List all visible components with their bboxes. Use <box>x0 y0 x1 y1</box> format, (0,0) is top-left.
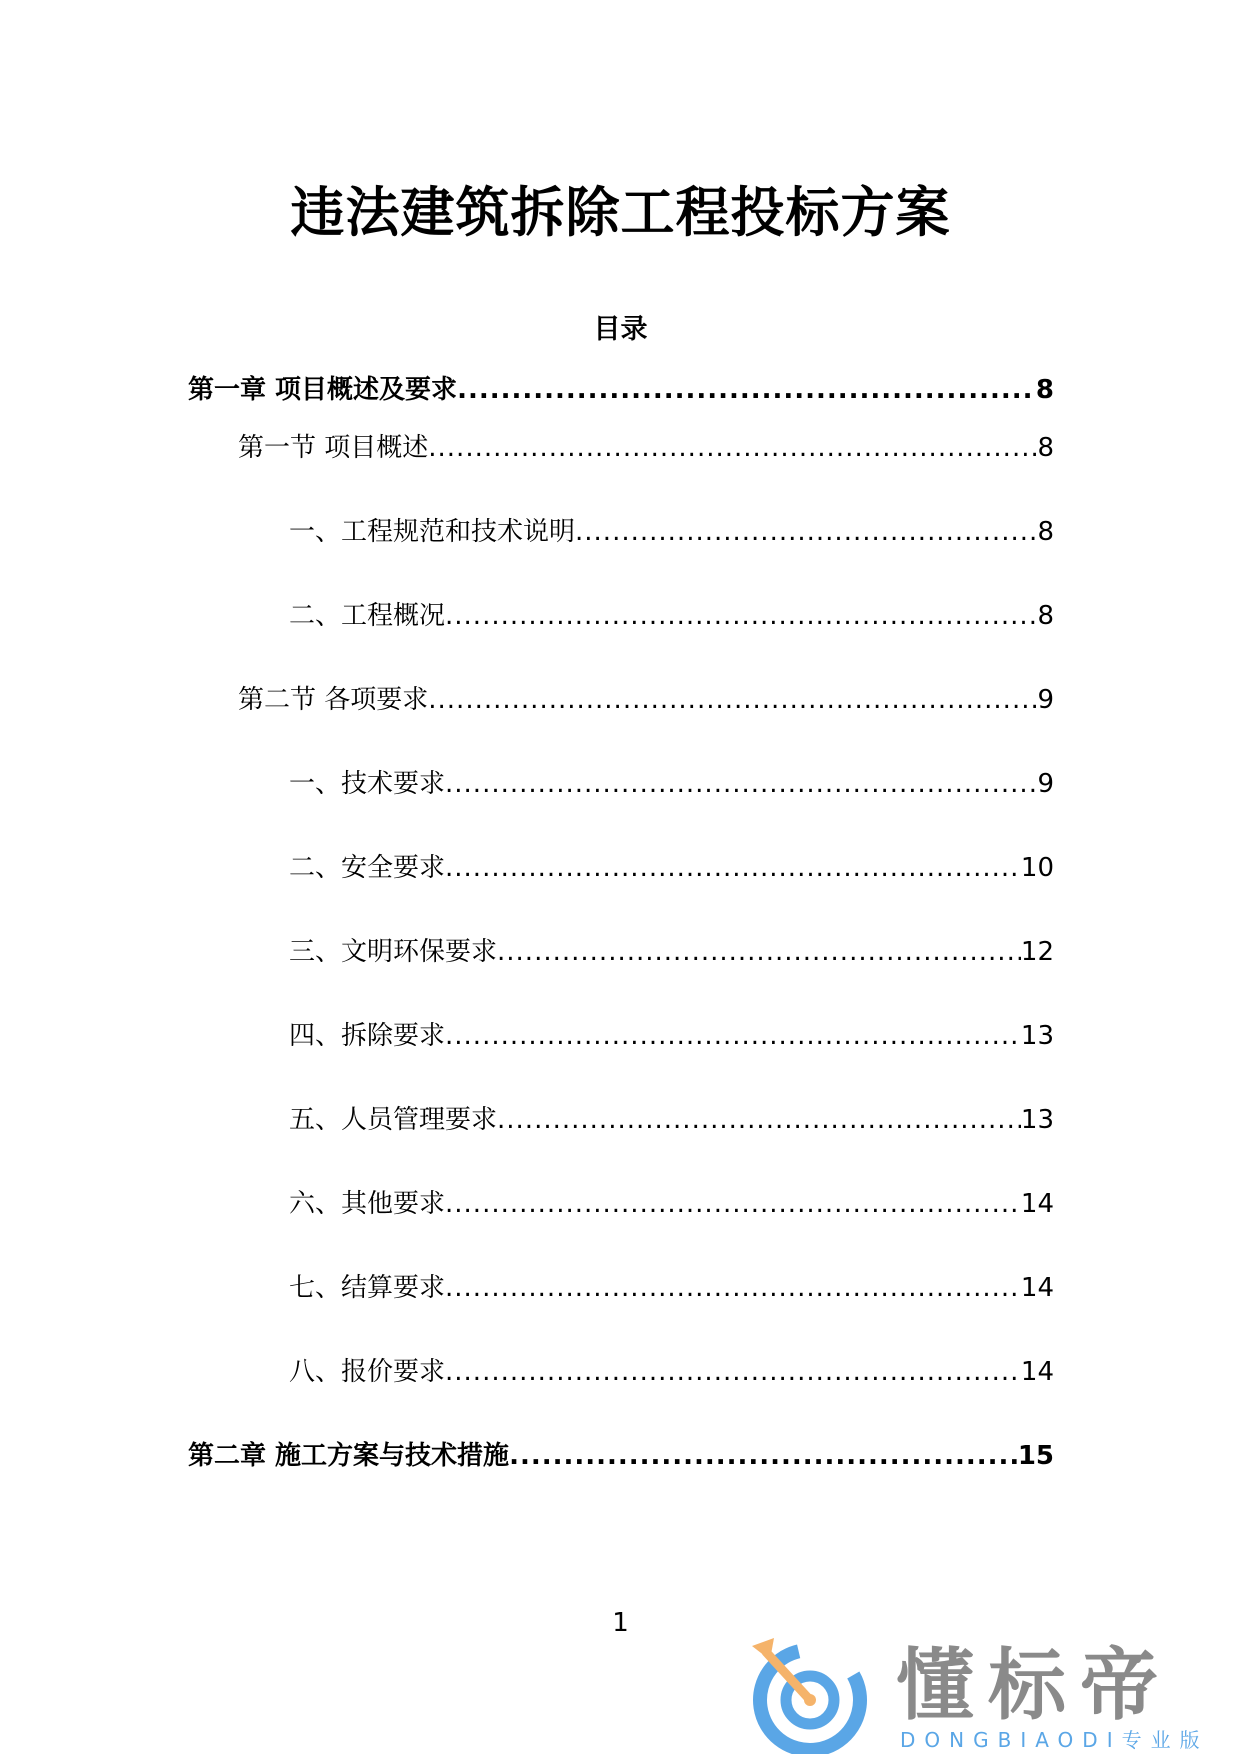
toc-entry-label: 第一章 项目概述及要求 <box>188 375 458 405</box>
toc-entry[interactable] <box>188 1414 1054 1498</box>
toc-entry-label: 七、结算要求 <box>289 1273 446 1303</box>
toc-leader-dots <box>445 768 1037 800</box>
toc-entry[interactable] <box>188 742 1054 826</box>
toc-entry-label: 八、报价要求 <box>289 1357 446 1387</box>
toc-entry-label: 二、安全要求 <box>289 853 446 883</box>
toc-entry-label: 三、文明环保要求 <box>289 937 498 967</box>
toc-entry-label: 第一节 项目概述 <box>238 433 429 463</box>
toc-entry-page: 8 <box>1037 601 1054 631</box>
toc-entry-page: 9 <box>1037 685 1054 715</box>
toc-leader-dots <box>445 1020 1021 1052</box>
toc-leader-dots <box>445 1272 1021 1304</box>
toc-leader-dots <box>509 1440 1018 1472</box>
toc-entry[interactable] <box>188 490 1054 574</box>
toc-entry-page: 9 <box>1037 769 1054 799</box>
toc-entry[interactable] <box>188 1078 1054 1162</box>
toc-entry-page: 14 <box>1020 1357 1054 1387</box>
toc-entry-page: 12 <box>1020 937 1054 967</box>
toc-heading: 目录 <box>593 314 648 345</box>
toc-entry-label: 一、技术要求 <box>289 769 446 799</box>
toc-entry[interactable] <box>188 658 1054 742</box>
toc-leader-dots <box>445 1356 1021 1388</box>
document-title: 违法建筑拆除工程投标方案 <box>290 181 951 244</box>
toc-entry[interactable] <box>188 574 1054 658</box>
toc-entry[interactable] <box>188 826 1054 910</box>
toc-entry-page: 14 <box>1020 1273 1054 1303</box>
toc-leader-dots <box>445 852 1021 884</box>
target-logo-icon <box>748 1634 878 1754</box>
toc-entry-page: 13 <box>1020 1105 1054 1135</box>
toc-entry-page: 8 <box>1035 375 1054 405</box>
toc-entry-page: 8 <box>1037 517 1054 547</box>
toc-entry[interactable] <box>188 994 1054 1078</box>
toc-entry-label: 六、其他要求 <box>289 1189 446 1219</box>
toc-entry-label: 二、工程概况 <box>289 601 446 631</box>
toc-entry[interactable] <box>188 406 1054 490</box>
toc-entry-label: 五、人员管理要求 <box>289 1105 498 1135</box>
watermark-sub-text: DONGBIAODI专业版 <box>900 1728 1209 1752</box>
toc-leader-dots <box>497 1104 1021 1136</box>
toc-entry-label: 第二章 施工方案与技术措施 <box>188 1441 510 1471</box>
toc-entry-page: 8 <box>1037 433 1054 463</box>
watermark-brand-text: 懂标帝 <box>896 1641 1173 1731</box>
toc-entry-label: 第二节 各项要求 <box>238 685 429 715</box>
toc-entry-page: 13 <box>1020 1021 1054 1051</box>
toc-leader-dots <box>575 516 1037 548</box>
toc-entry-label: 四、拆除要求 <box>289 1021 446 1051</box>
toc-entry-page: 15 <box>1017 1441 1054 1471</box>
toc-entry-page: 14 <box>1020 1189 1054 1219</box>
table-of-contents <box>188 374 1054 1498</box>
toc-entry[interactable] <box>188 1330 1054 1414</box>
toc-leader-dots <box>445 1188 1021 1220</box>
toc-entry[interactable] <box>188 1246 1054 1330</box>
toc-leader-dots <box>445 600 1037 632</box>
toc-entry-label: 一、工程规范和技术说明 <box>289 517 576 547</box>
toc-leader-dots <box>428 432 1037 464</box>
brand-watermark <box>748 1634 1218 1754</box>
toc-entry[interactable] <box>188 910 1054 994</box>
toc-entry-page: 10 <box>1020 853 1054 883</box>
toc-leader-dots <box>457 374 1036 406</box>
toc-leader-dots <box>428 684 1037 716</box>
page-number: 1 <box>612 1608 629 1638</box>
toc-entry[interactable] <box>188 1162 1054 1246</box>
toc-leader-dots <box>497 936 1021 968</box>
toc-entry[interactable] <box>188 374 1054 406</box>
